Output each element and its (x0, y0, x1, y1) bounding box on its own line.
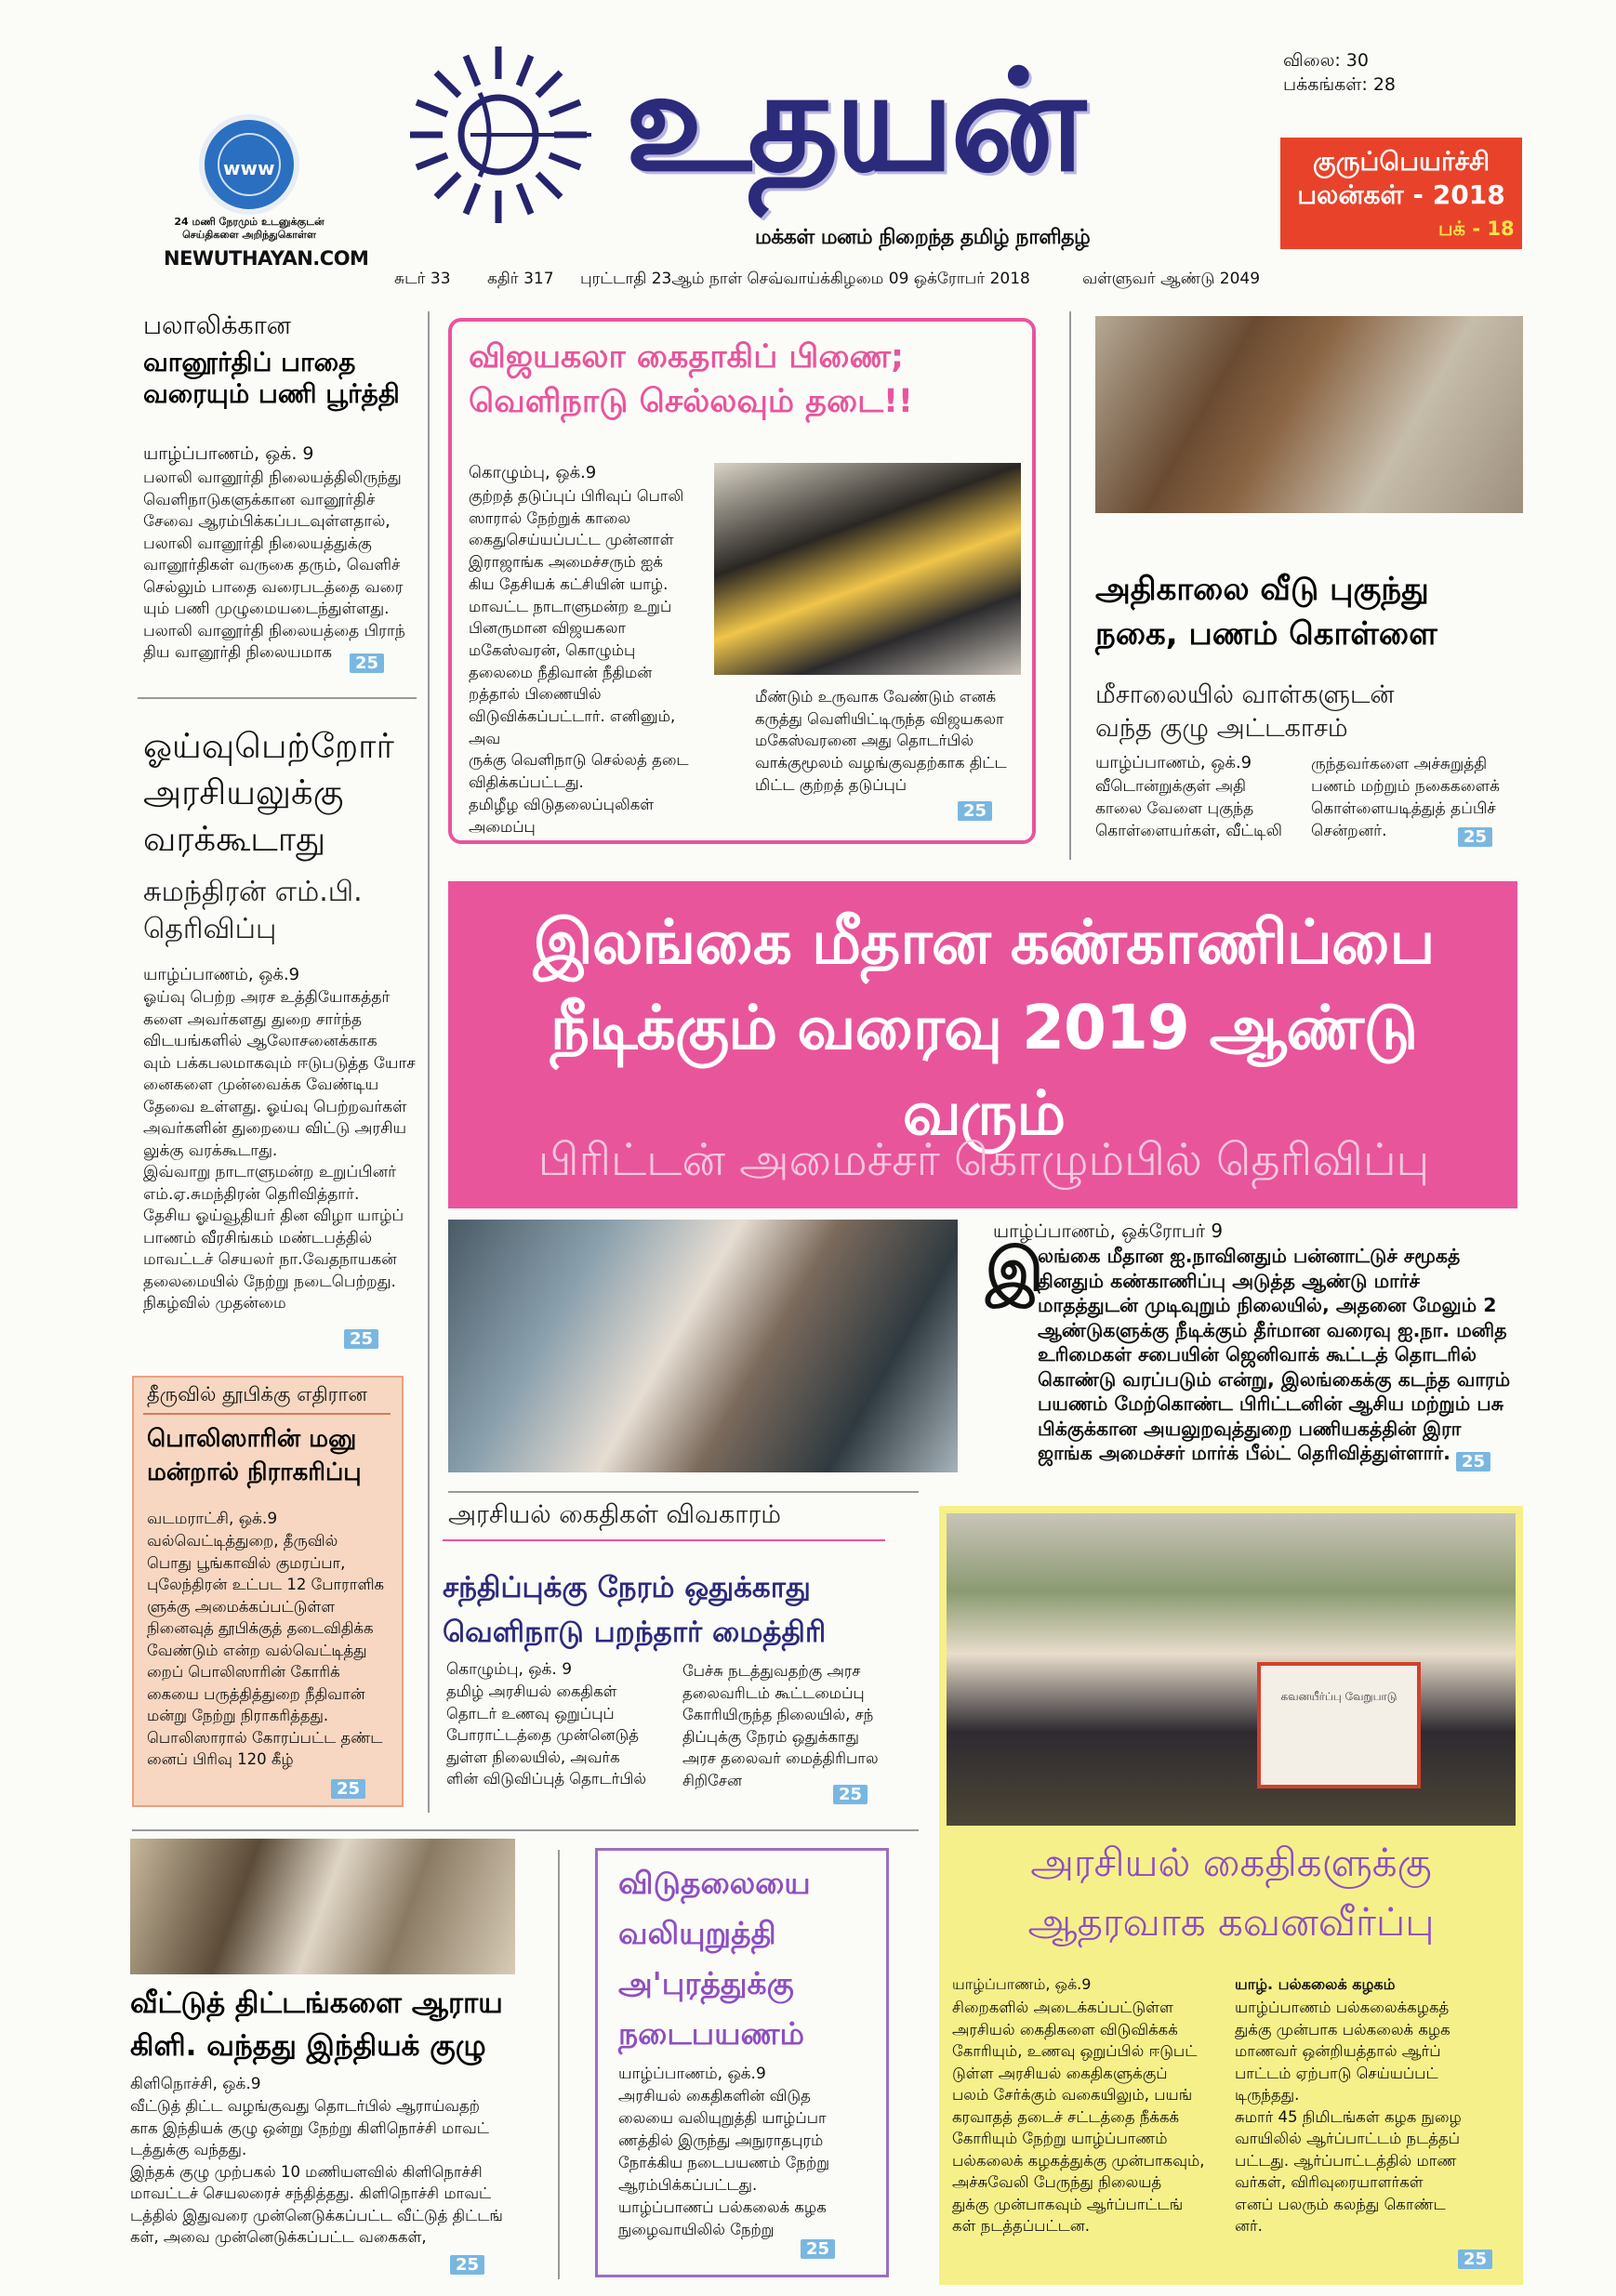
article-body: லங்கை மீதான ஐ.நாவினதும் பன்னாட்டுச் சமூகத் தினதும் கண்காணிப்பு அடுத்த ஆண்டு மார்ச் மாதத்துடன் முடிவுறும் நிலையில், அதனை மேலும் 2 ஆண்டுகளுக்கு நீடிக்கும் தீர்மான வரைவு ஐ.நா. மனித உரிமைகள் சபையின் ஜெனிவாக் கூட்டத் தொடரில் கொண்டு வரப்படும் என்று, இலங்கைக்கு கடந்த வாரம் பயணம் மேற்கொண்ட பிரிட்டனின் ஆசிய மற்றும் பசு பிக்குக்கான அயலுறவுத்துறை பணியகத்தின் இரா ஜாங்க அமைச்சர் மார்க் பீல்ட் தெரிவித்துள்ளார். (1038, 1245, 1511, 1464)
dateline-kathir: கதிர் 317 (487, 270, 554, 288)
dropcap: இ (986, 1235, 1044, 1305)
paper-tagline: மக்கள் மனம் நிறைந்த தமிழ் நாளிதழ் (755, 226, 1091, 249)
globe-icon: www (199, 114, 299, 215)
article-pension[interactable] (138, 723, 417, 1355)
article-dateline: யாழ்ப்பாணம், ஒக்.9 (618, 2065, 766, 2083)
article-police[interactable] (132, 1376, 404, 1807)
article-maithri[interactable] (443, 1500, 917, 1816)
article-release[interactable] (595, 1848, 889, 2277)
kicker: தீருவில் தூபிக்கு எதிரான (147, 1383, 367, 1405)
website-link[interactable]: NEWUTHAYAN.COM (164, 247, 369, 270)
headline: பொலிஸாரின் மனு மன்றால் நிராகரிப்பு (147, 1425, 362, 1486)
lead-headline: இலங்கை மீதான கண்காணிப்பை நீடிக்கும் வரைவு 2019 ஆண்டு வரும் (533, 906, 1435, 1149)
headline: விடுதலையை வலியுறுத்தி அ'புரத்துக்கு நடைபயணம் (618, 1865, 811, 2052)
article-body: ஓய்வு பெற்ற அரச உத்தியோகத்தர் களை அவர்களது துறை சார்ந்த விடயங்களில் ஆலோசனைக்காக வும் பக்கபலமாகவும் ஈடுபடுத்த யோச னைகளை முன்வைக்க வேண்டிய தேவை உள்ளது. ஓய்வு பெற்றவர்கள் அவர்களின் துறையை விட்டு அரசிய லுக்கு வரக்கூடாது. இவ்வாறு நாடாளுமன்ற உறுப்பினர் எம்.ஏ.சுமந்திரன் தெரிவித்தார். தேசிய ஓய்வூதியர் தின விழா யாழ்ப் பாணம் வீரசிங்கம் மண்டபத்தில் மாவட்டச் செயலர் நா.வேதநாயகன் தலைமையில் நேற்று நடைபெற்றது. நிகழ்வில் முதன்மை (143, 988, 416, 1313)
article-dateline: யாழ்ப்பாணம், ஒக்.9 (1095, 753, 1252, 772)
promo-box[interactable] (1280, 138, 1522, 249)
article-dateline: கிளிநொச்சி, ஒக்.9 (130, 2075, 261, 2093)
news-photo (130, 1839, 515, 1974)
continued-marker[interactable]: 25 (1458, 827, 1492, 847)
subhead: மீசாலையில் வாள்களுடன் வந்த குழு அட்டகாசம் (1095, 680, 1395, 743)
article-robbery[interactable] (1090, 316, 1523, 861)
lead-subhead: பிரிட்டன் அமைச்சர் கொழும்பில் தெரிவிப்பு (537, 1134, 1430, 1186)
continued-marker[interactable]: 25 (344, 1329, 378, 1349)
page-count: பக்கங்கள்: 28 (1283, 74, 1397, 95)
dateline-bar (394, 270, 1287, 296)
article-body-left: குற்றத் தடுப்புப் பிரிவுப் பொலி ஸாரால் நேற்றுக் காலை கைதுசெய்யப்பட்ட முன்னாள் இராஜாங்க அமைச்சரும் ஐக் கிய தேசியக் கட்சியின் யாழ். மாவட்ட நாடாளுமன்ற உறுப் பினருமான விஜயகலா மகேஸ்வரன், கொழும்பு தலைமை நீதிவான் நீதிமன் றத்தால் பிணையில் விடுவிக்கப்பட்டார். எனினும், அவ ருக்கு வெளிநாடு செல்லத் தடை விதிக்கப்பட்டது. தமிழீழ விடுதலைப்புலிகள் அமைப்பு (469, 487, 689, 836)
article-body-right: ருந்தவர்களை அச்சுறுத்தி பணம் மற்றும் நகைகளைக் கொள்ளையடித்துத் தப்பிச் சென்றனர். (1311, 755, 1500, 840)
headline: விஜயகலா கைதாகிப் பிணை; வெளிநாடு செல்லவும் தடை!! (469, 338, 913, 420)
continued-marker[interactable]: 25 (801, 2239, 835, 2259)
continued-marker[interactable]: 25 (833, 1785, 868, 1804)
dateline-chudar: சுடர் 33 (394, 270, 451, 288)
headline: ஓய்வுபெற்றோர் அரசியலுக்கு வரக்கூடாது (143, 726, 394, 859)
kicker: பலாலிக்கான (143, 311, 291, 340)
article-body-right: பேச்சு நடத்துவதற்கு அரச தலைவரிடம் கூட்டமைப்பு கோரியிருந்த நிலையில், சந் திப்புக்கு நேரம் ஒதுக்காது அரச தலைவர் மைத்திரிபால சிறிசேன (682, 1662, 879, 1789)
headline: அரசியல் கைதிகளுக்கு ஆதரவாக கவனவீர்ப்பு (1027, 1840, 1435, 1945)
paper-title: உதயன் (625, 39, 1082, 203)
headline: அதிகாலை வீடு புகுந்து நகை, பணம் கொள்ளை (1095, 571, 1437, 653)
article-body-right: யாழ்ப்பாணம் பல்கலைக்கழகத் துக்கு முன்பாக பல்கலைக் கழக மாணவர் ஒன்றியத்தால் ஆர்ப் பாட்டம் ஏற்பாடு செய்யப்பட் டிருந்தது. சுமார் 45 நிமிடங்கள் கழக நுழை வாயிலில் ஆர்ப்பாட்டம் நடத்தப் பட்டது. ஆர்ப்பாட்டத்தில் மாண வர்கள், விரிவுரையாளர்கள் எனப் பலரும் கலந்து கொண்ட னர். (1235, 1999, 1462, 2235)
article-dateline: யாழ்ப்பாணம், ஒக். 9 (143, 443, 314, 464)
promo-title: குருப்பெயர்ச்சி பலன்கள் - 2018 (1297, 146, 1505, 210)
article-protest[interactable] (939, 1506, 1523, 2285)
news-photo (1095, 316, 1523, 513)
sun-logo-icon (396, 37, 610, 232)
article-palaly[interactable] (138, 311, 417, 683)
article-body-right: மீண்டும் உருவாக வேண்டும் எனக் கருத்து வெளியிட்டிருந்த விஜயகலா மகேஸ்வரனை அது தொடர்பில் வாக்குமூலம் வழங்குவதற்காக திட்ட மிட்ட குற்றத் தடுப்புப் (755, 688, 1007, 794)
continued-marker[interactable]: 25 (1456, 1452, 1490, 1471)
masthead (0, 0, 1616, 288)
headline: சந்திப்புக்கு நேரம் ஒதுக்காது வெளிநாடு பறந்தார் மைத்திரி (443, 1571, 827, 1649)
protest-photo (947, 1513, 1516, 1826)
article-vijayakala[interactable] (448, 318, 1036, 844)
article-dateline: கொழும்பு, ஒக். 9 (446, 1660, 573, 1679)
sub-dateline: யாழ். பல்கலைக் கழகம் (1235, 1975, 1396, 1993)
article-dateline: வடமராட்சி, ஒக்.9 (147, 1510, 278, 1528)
continued-marker[interactable]: 25 (450, 2255, 484, 2275)
price: விலை: 30 (1283, 50, 1369, 71)
banner-text: கவனயீர்ப்பு வேறுபாடு (1280, 1690, 1397, 1703)
lead-photo (448, 1220, 958, 1472)
article-body-left: தமிழ் அரசியல் கைதிகள் தொடர் உணவு ஒறுப்புப் போராட்டத்தை முன்னெடுத் துள்ள நிலையில், அவர்க ளின் விடுவிப்புத் தொடர்பில் (446, 1682, 647, 1788)
continued-marker[interactable]: 25 (350, 653, 384, 673)
article-housing[interactable] (130, 1839, 549, 2287)
subhead: சுமந்திரன் எம்.பி. தெரிவிப்பு (143, 876, 363, 945)
article-dateline: யாழ்ப்பாணம், ஒக்.9 (952, 1975, 1092, 1993)
continued-marker[interactable]: 25 (331, 1779, 365, 1799)
lead-banner[interactable] (448, 881, 1517, 1208)
headline: வானூர்திப் பாதை வரையும் பணி பூர்த்தி (143, 347, 400, 410)
article-dateline: யாழ்ப்பாணம், ஒக்.9 (143, 965, 300, 984)
continued-marker[interactable]: 25 (958, 801, 992, 821)
article-body-left: சிறைகளில் அடைக்கப்பட்டுள்ள அரசியல் கைதிகளை விடுவிக்கக் கோரியும், உணவு ஒறுப்பில் ஈடுபட் டுள்ள அரசியல் கைதிகளுக்குப் பலம் சேர்க்கும் வகையிலும், பயங் கரவாதத் தடைச் சட்டத்தை நீக்கக் கோரியும் நேற்று யாழ்ப்பாணம் பல்கலைக் கழகத்துக்கு முன்பாகவும், அச்சுவேலி பேருந்து நிலையத் துக்கு முன்பாகவும் ஆர்ப்பாட்டங் கள் நடத்தப்பட்டன. (952, 1999, 1205, 2235)
kicker: அரசியல் கைதிகள் விவகாரம் (448, 1500, 782, 1529)
promo-page: பக் - 18 (1438, 218, 1515, 240)
globe-note: 24 மணி நேரமும் உடனுக்குடன் செய்திகளை அறிந்துகொள்ள (174, 216, 325, 241)
article-body: பலாலி வானூர்தி நிலையத்திலிருந்து வெளிநாடுகளுக்கான வானூர்திச் சேவை ஆரம்பிக்கப்படவுள்ளதால், பலாலி வானூர்தி நிலையத்துக்கு வானூர்திகள் வருகை தரும், வெளிச் செல்லும் பாதை வரைபடத்தை வரை யும் பணி முழுமையடைந்துள்ளது. பலாலி வானூர்தி நிலையத்தை பிராந் திய வானூர்தி நிலையமாக (143, 468, 405, 662)
news-photo (714, 463, 1021, 675)
article-body: வீட்டுத் திட்ட வழங்குவது தொடர்பில் ஆராய்வதற் காக இந்தியக் குழு ஒன்று நேற்று கிளிநொச்சி மாவட் டத்துக்கு வந்தது. இந்தக் குழு முற்பகல் 10 மணியளவில் கிளிநொச்சி மாவட்டச் செயலரைச் சந்தித்தது. கிளிநொச்சி மாவட் டத்தில் இதுவரை முன்னெடுக்கப்பட்ட வீட்டுத் திட்டங் கள், அவை முன்னெடுக்கப்பட்ட வகைகள், (130, 2097, 503, 2246)
article-dateline: யாழ்ப்பாணம், ஒக்ரோபர் 9 (993, 1220, 1224, 1242)
article-body: அரசியல் கைதிகளின் விடுத லையை வலியுறுத்தி யாழ்ப்பா ணத்தில் இருந்து அநுராதபுரம் நோக்கிய நடைபயணம் நேற்று ஆரம்பிக்கப்பட்டது. யாழ்ப்பாணப் பல்கலைக் கழக நுழைவாயிலில் நேற்று (618, 2087, 829, 2238)
article-lead-text[interactable] (973, 1220, 1523, 1480)
article-body: வல்வெட்டித்துறை, தீருவில் பொது பூங்காவில் குமரப்பா, புலேந்திரன் உட்பட 12 போராளிக ளுக்கு அமைக்கப்பட்டுள்ள நினைவுத் தூபிக்குத் தடைவிதிக்க வேண்டும் என்ற வல்வெட்டித்து றைப் பொலிஸாரின் கோரிக் கையை பருத்தித்துறை நீதிவான் மன்று நேற்று நிராகரித்தது. பொலிஸாரால் கோரப்பட்ட தண்ட னைப் பிரிவு 120 கீழ் (147, 1532, 385, 1768)
protest-banner (1257, 1662, 1421, 1788)
dateline-date: புரட்டாதி 23ஆம் நாள் செவ்வாய்க்கிழமை 09 ஒக்ரோபர் 2018 (580, 270, 1030, 288)
dateline-valluvar: வள்ளுவர் ஆண்டு 2049 (1082, 270, 1261, 288)
continued-marker[interactable]: 25 (1458, 2250, 1492, 2269)
article-body-left: வீடொன்றுக்குள் அதி காலை வேளை புகுந்த கொள்ளையர்கள், வீட்டிலி (1095, 777, 1282, 840)
headline: வீட்டுத் திட்டங்களை ஆராய கிளி. வந்தது இந்தியக் குழு (130, 1986, 503, 2063)
article-dateline: கொழும்பு, ஒக்.9 (469, 463, 597, 482)
